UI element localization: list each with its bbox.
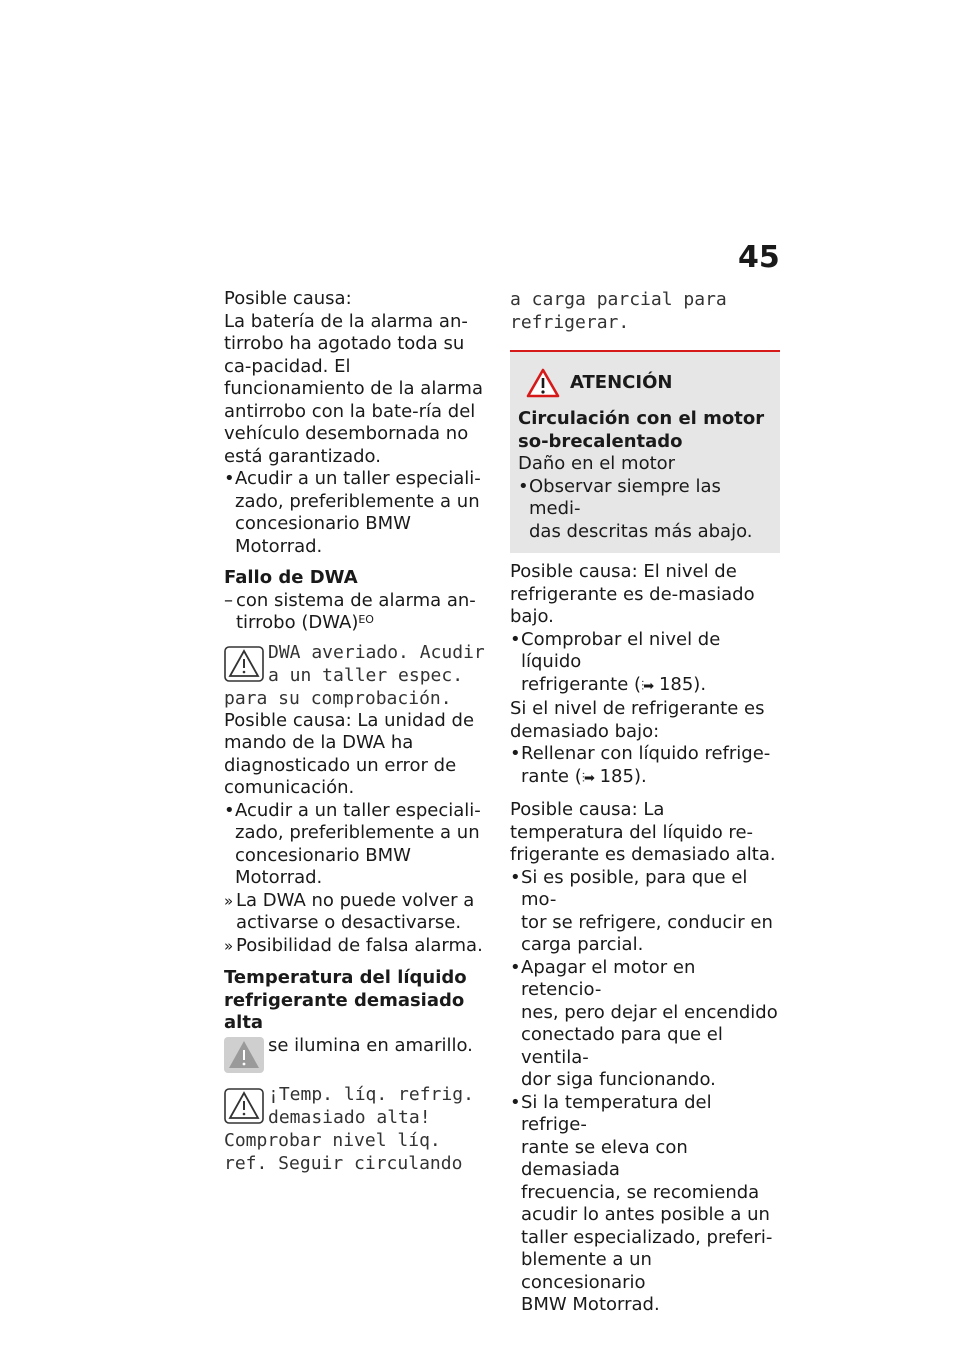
section-heading-coolant-temp: Temperatura del líquido refrigerante demasiado alta [224, 967, 467, 1033]
attention-title: ATENCIÓN [526, 368, 770, 398]
list-item: • Apagar el motor en retencio- nes, pero dejar el encendido conectado para que el ventila- dor siga funcionando. [510, 956, 778, 1090]
list-item: • Si la temperatura del refrige- rante se eleva con demasiada frecuencia, se recomienda acudir lo antes posible a un taller especializado, preferi- blemente a un concesionario BMW Motorrad. [510, 1091, 773, 1315]
display-message-continued: a carga parcial para [510, 289, 727, 310]
danger-triangle-icon [526, 368, 560, 398]
indicator-coolant: se ilumina en amarillo. [224, 1035, 496, 1079]
list-item: • Acudir a un taller especiali- zado, preferiblemente a un concesionario BMW Motorrad. [224, 468, 481, 557]
warning-triangle-icon [224, 646, 264, 682]
possible-cause-paragraph-4: Posible causa: La temperatura del líquido re-frigerante es demasiado alta. [510, 799, 776, 865]
page-reference-arrow-icon: ⫶➡ [641, 678, 654, 694]
display-message-continued: refrigerar. [510, 312, 630, 333]
possible-cause-paragraph-3: Posible causa: El nivel de refrigerante es de-masiado bajo. [510, 561, 755, 627]
list-item: – con sistema de alarma an- tirrobo (DWA)$^{EO}$ [224, 589, 476, 633]
list-item: • Rellenar con líquido refrige- rante (⫶➡ 185). [510, 743, 771, 787]
page-reference-link[interactable]: 185). [658, 673, 707, 695]
result-item: » Posibilidad de falsa alarma. [224, 934, 483, 956]
right-column [510, 288, 780, 1317]
left-column [224, 288, 496, 1175]
attention-heading: Circulación con el motor so-brecalentado [518, 408, 765, 452]
list-item: • Comprobar el nivel de líquido refrigerante (⫶➡ 185). [510, 628, 721, 695]
list-item: • Acudir a un taller especiali- zado, preferiblemente a un concesionario BMW Motorrad. [224, 799, 481, 888]
warning-triangle-filled-icon [224, 1037, 264, 1073]
page-reference-link[interactable]: 185). [599, 765, 647, 787]
warning-triangle-icon [224, 1088, 264, 1124]
page-reference-arrow-icon: ⫶➡ [581, 770, 594, 786]
attention-text: Daño en el motor [518, 453, 676, 474]
attention-box [510, 350, 780, 553]
page-number: 45 [738, 240, 780, 275]
display-message-coolant: ¡Temp. líq. refrig. demasiado alta! Comprobar nivel líq. ref. Seguir circulando [224, 1083, 474, 1174]
display-message-dwa: DWA averiado. Acudir a un taller espec. para su comprobación. [224, 641, 485, 709]
section-heading-dwa-fault: Fallo de DWA [224, 567, 358, 588]
list-item: • Observar siempre las medi- das descritas más abajo. [518, 475, 753, 542]
result-item: » La DWA no puede volver a activarse o desactivarse. [224, 889, 475, 933]
instruction-paragraph: Si el nivel de refrigerante es demasiado bajo: [510, 698, 765, 742]
possible-cause-paragraph-2: Posible causa: La unidad de mando de la DWA ha diagnosticado un error de comunicación. [224, 709, 475, 798]
possible-cause-paragraph-1: Posible causa: La batería de la alarma an-tirrobo ha agotado toda su ca-pacidad. El funcionamiento de la alarma antirrobo con la bate-ría del vehículo desembornada no está garantizado. [224, 288, 483, 467]
list-item: • Si es posible, para que el mo- tor se refrigere, conducir en carga parcial. [510, 866, 773, 955]
